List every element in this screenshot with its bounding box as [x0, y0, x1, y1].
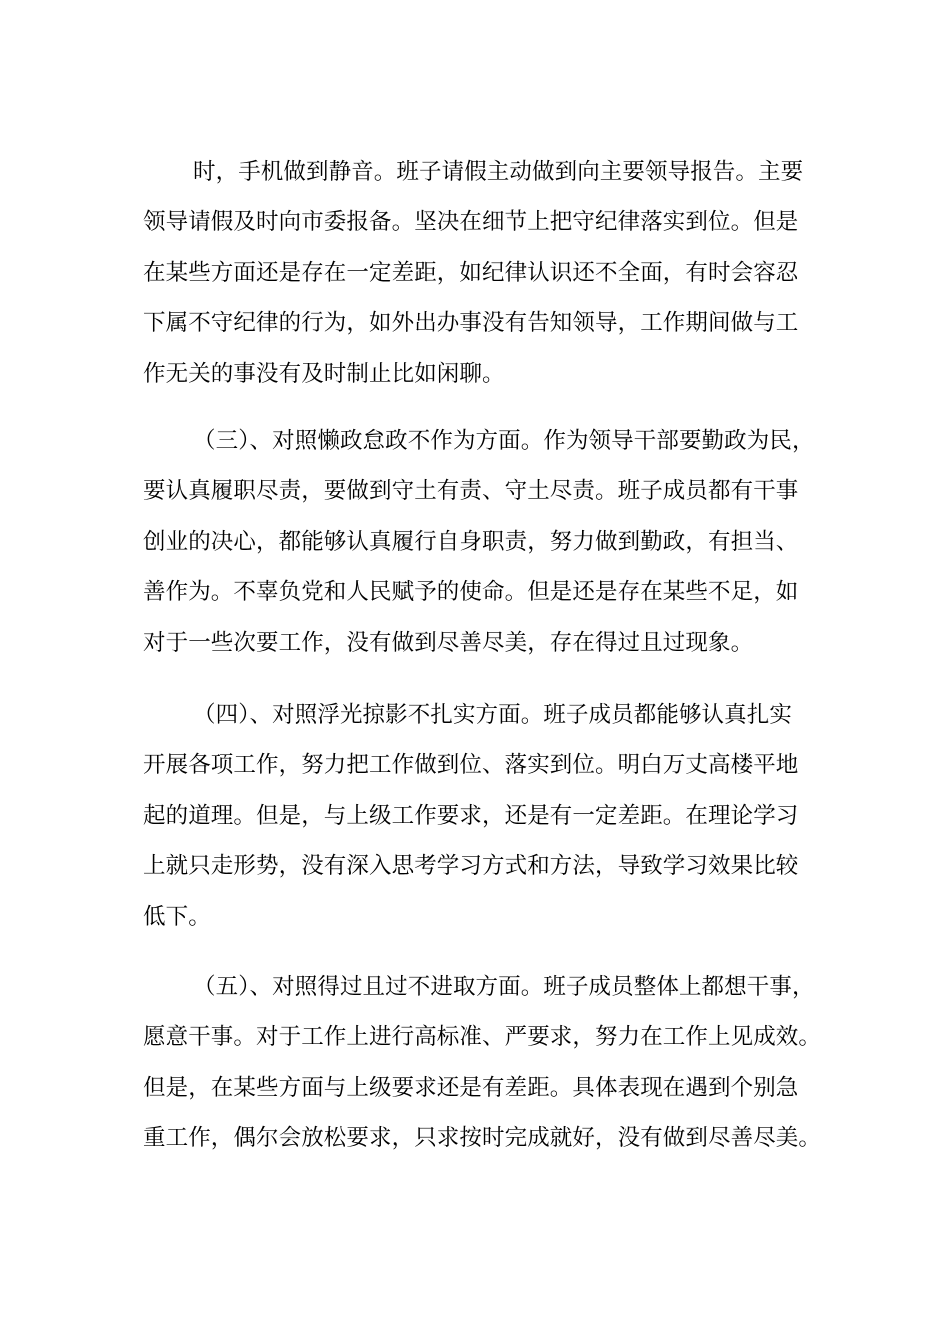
section-heading-line: （三）、对照懒政怠政不作为方面。作为领导干部要勤政为民， [193, 428, 815, 454]
paragraph-section-4 [143, 690, 833, 942]
text-line: 开展各项工作，努力把工作做到位、落实到位。明白万丈高楼平地 [143, 752, 799, 779]
text-line: 领导请假及时向市委报备。坚决在细节上把守纪律落实到位。但是 [143, 209, 799, 236]
text-line: 善作为。不辜负党和人民赋予的使命。但是还是存在某些不足，如 [143, 579, 799, 606]
text-line: 起的道理。但是，与上级工作要求，还是有一定差距。在理论学习 [143, 802, 799, 829]
text-line: 创业的决心，都能够认真履行自身职责，努力做到勤政，有担当、 [143, 528, 799, 555]
text-line: 作无关的事没有及时制止比如闲聊。 [143, 360, 505, 387]
section-heading-line: （四）、对照浮光掠影不扎实方面。班子成员都能够认真扎实 [193, 702, 792, 728]
text-line: 上就只走形势，没有深入思考学习方式和方法，导致学习效果比较 [143, 853, 799, 880]
text-line: 时，手机做到静音。班子请假主动做到向主要领导报告。主要 [193, 159, 804, 185]
paragraph-discipline-continued [143, 147, 833, 399]
text-line: 愿意干事。对于工作上进行高标准、严要求，努力在工作上见成效。 [143, 1024, 822, 1051]
text-line: 对于一些次要工作，没有做到尽善尽美，存在得过且过现象。 [143, 629, 754, 656]
text-line: 下属不守纪律的行为，如外出办事没有告知领导，工作期间做与工 [143, 310, 799, 337]
text-line: 但是，在某些方面与上级要求还是有差距。具体表现在遇到个别急 [143, 1074, 799, 1101]
text-line: 低下。 [143, 903, 211, 930]
text-line: 要认真履职尽责，要做到守土有责、守土尽责。班子成员都有干事 [143, 478, 799, 505]
section-heading-line: （五）、对照得过且过不进取方面。班子成员整体上都想干事， [193, 974, 815, 1000]
paragraph-section-3 [143, 416, 833, 668]
paragraph-section-5 [143, 962, 833, 1164]
text-line: 在某些方面还是存在一定差距，如纪律认识还不全面，有时会容忍 [143, 259, 799, 286]
text-line: 重工作，偶尔会放松要求，只求按时完成就好，没有做到尽善尽美。 [143, 1125, 822, 1152]
